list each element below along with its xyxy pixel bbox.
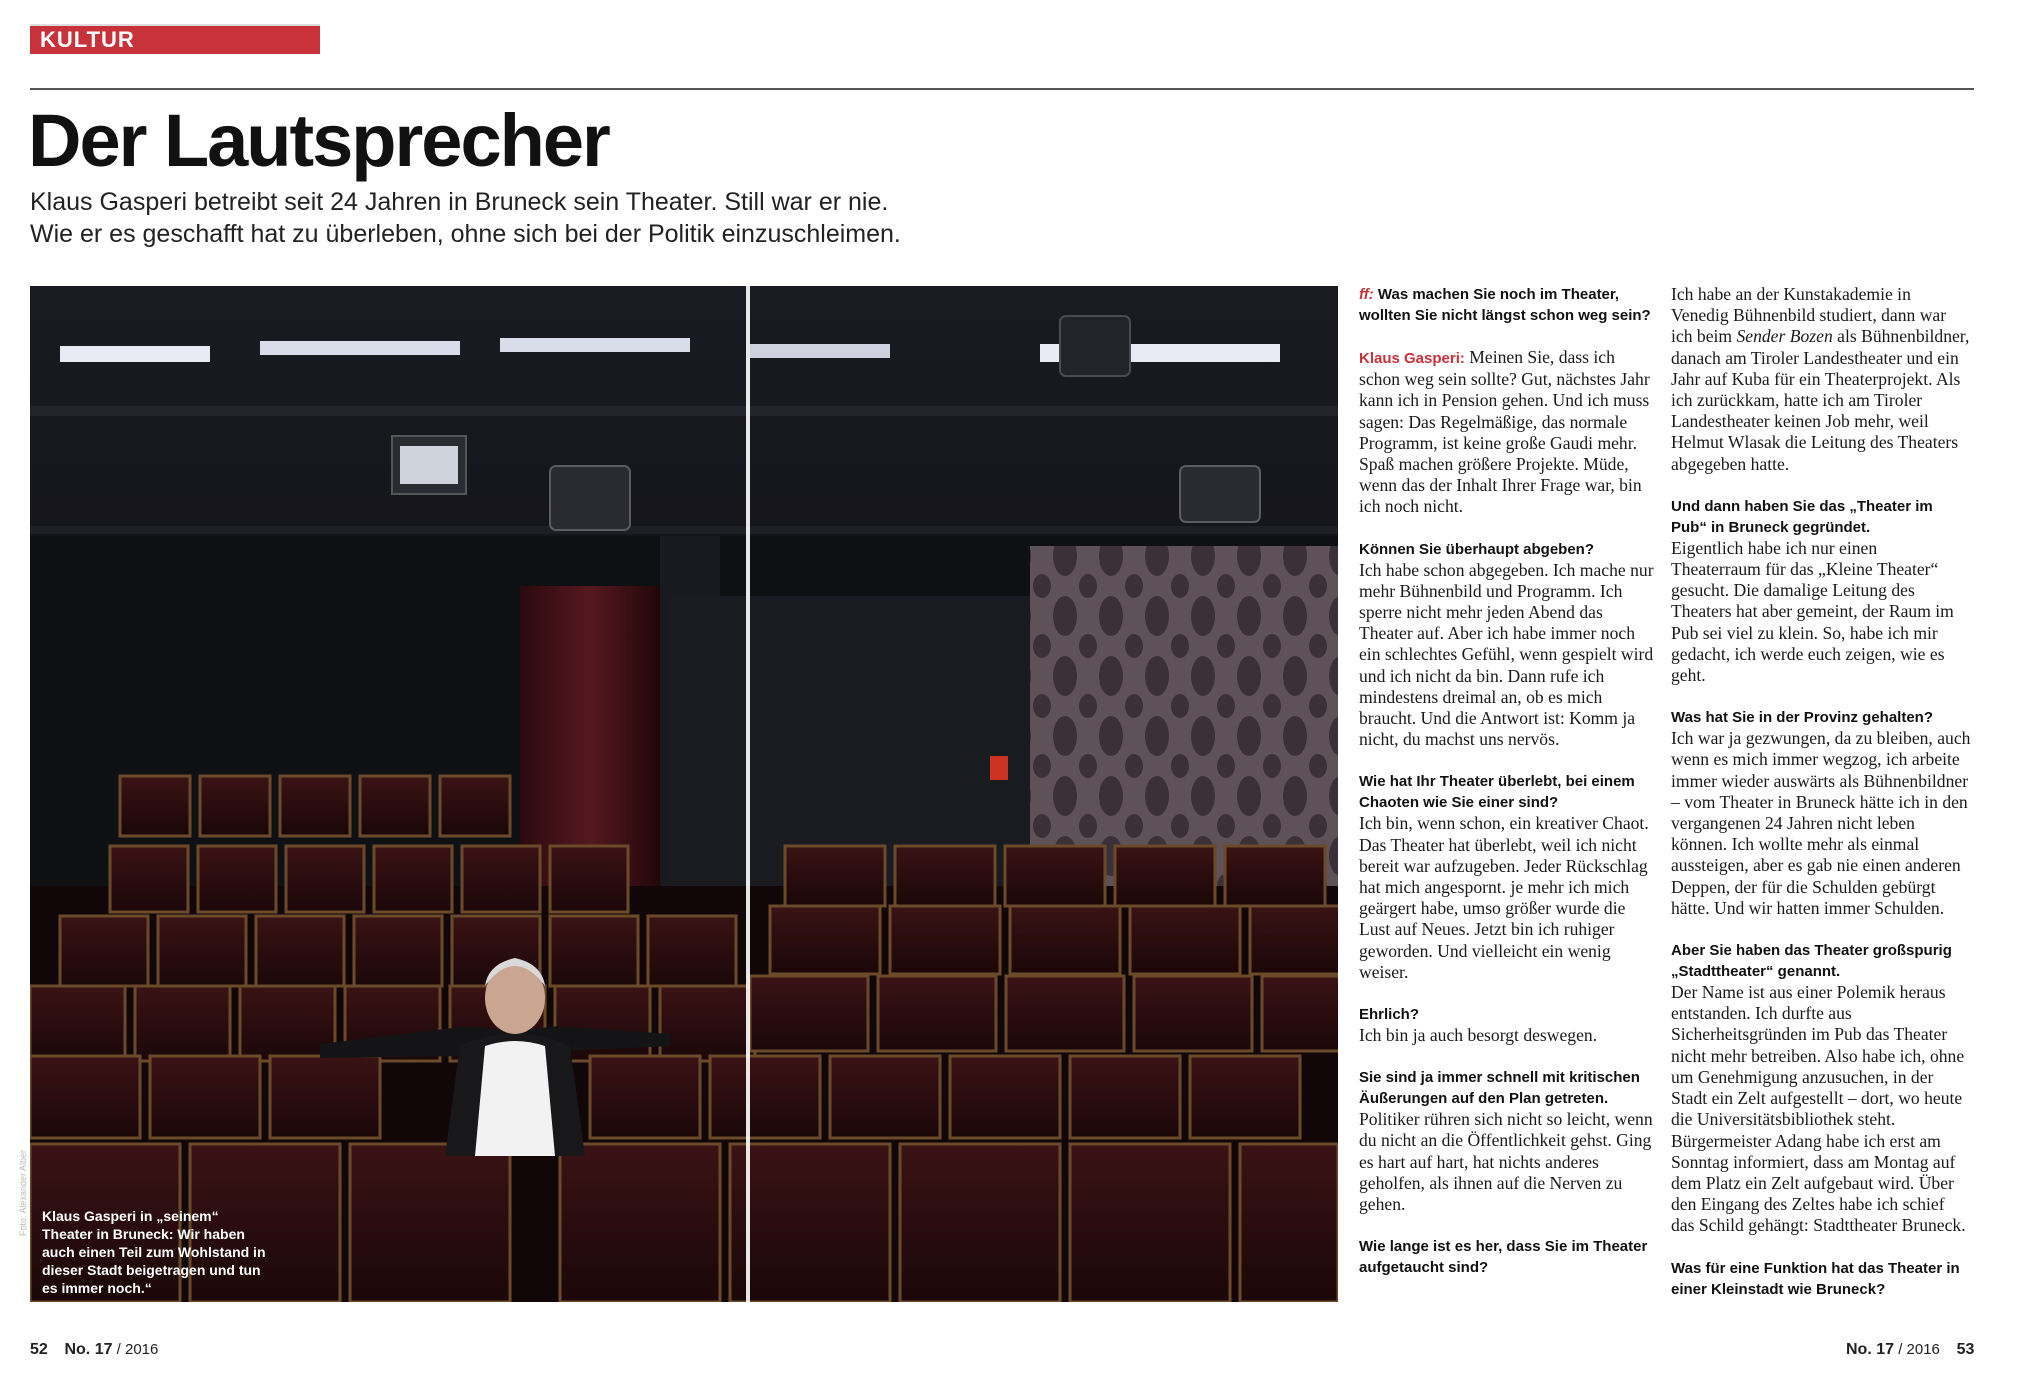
answer-7: Eigentlich habe ich nur einen Theaterraum für das „Kleine Theater“ gesucht. Die damalige Leitung des Theaters hat aber gemeint, der Raum im Pub sei viel zu klein. So, habe ich mir gedacht, ich werde euch zeigen, wie es geht.	[1671, 537, 1954, 686]
question-5: Sie sind ja immer schnell mit kritischen Äußerungen auf den Plan getreten.	[1359, 1069, 1640, 1108]
photo-credit: Foto: Alexander Alber	[18, 1149, 28, 1236]
issue-year-right: / 2016	[1898, 1341, 1940, 1358]
lead-line-1: Klaus Gasperi betreibt seit 24 Jahren in Bruneck sein Theater. Still war er nie.	[30, 188, 889, 216]
issue-year-left: / 2016	[116, 1341, 159, 1358]
answer-1	[1359, 347, 1659, 518]
question-4: Ehrlich?	[1359, 1006, 1420, 1024]
answer-6	[1671, 284, 1971, 475]
lead-line-2: Wie er es geschafft hat zu überleben, ohne sich bei der Politik einzuschleimen.	[30, 220, 901, 248]
question-6: Wie lange ist es her, dass Sie im Theater aufgetaucht sind?	[1359, 1238, 1648, 1277]
answer-2: Ich habe schon abgegeben. Ich mache nur mehr Bühnenbild und Programm. Ich sperre nicht mehr jeden Abend das Theater auf. Aber ich habe immer noch ein schlechtes Gefühl, wenn gespielt wird und ich nicht da bin. Dann rufe ich mindestens dreimal an, ob es mich braucht. Und die Antwort ist: Komm ja nicht, du machst uns nervös.	[1359, 559, 1654, 750]
article-lead	[30, 186, 901, 250]
question-2: Können Sie überhaupt abgeben?	[1359, 540, 1595, 558]
answer-6-part-1: Ich habe an der Kunstakademie in Venedig Bühnenbild studiert, dann war ich beim	[1671, 284, 1947, 347]
theater-illustration	[30, 286, 1338, 1302]
ff-prefix: ff:	[1359, 286, 1374, 303]
question-1-text: Was machen Sie noch im Theater, wollten Sie nicht längst schon weg sein?	[1359, 286, 1651, 324]
footer-left	[30, 1341, 158, 1359]
page-number-right: 53	[1956, 1341, 1975, 1358]
question-10: Was für eine Funktion hat das Theater in einer Kleinstadt wie Bruneck?	[1671, 1259, 1960, 1298]
section-tag	[30, 24, 320, 54]
answer-9: Der Name ist aus einer Polemik heraus entstanden. Ich durfte aus Sicherheitsgründen im Pub das Theater nicht mehr betreiben. Also habe ich, ohne um Genehmigung anzusuchen, in der Stadt ein Zelt aufgestellt – dort, wo heute die Universitätsbibliothek steht. Bürgermeister Adang habe ich erst am Sonntag informiert, dass am Montag auf dem Platz ein Zelt aufgebaut wird. Über den Eingang des Zeltes habe ich schief das Schild gehängt: Stadttheater Bruneck.	[1671, 982, 1966, 1236]
article-photo	[30, 286, 1338, 1302]
question-8: Was hat Sie in der Provinz gehalten?	[1671, 709, 1933, 727]
photo-caption: Klaus Gasperi in „seinem“ Theater in Bruneck: Wir haben auch einen Teil zum Wohlstand in dieser Stadt beigetragen und tun es immer noch.“	[42, 1208, 266, 1296]
issue-number-left: No. 17	[64, 1341, 113, 1358]
issue-number-right: No. 17	[1846, 1341, 1895, 1358]
text-column-1	[1359, 284, 1659, 1278]
question-7: Und dann haben Sie das „Theater im Pub“ in Bruneck gegründet.	[1671, 497, 1933, 536]
answer-6-italic: Sender Bozen	[1736, 326, 1833, 347]
question-3: Wie hat Ihr Theater überlebt, bei einem Chaoten wie Sie einer sind?	[1359, 773, 1635, 812]
footer-right	[1846, 1341, 1974, 1359]
section-label: KULTUR	[40, 27, 135, 52]
page-number-left: 52	[30, 1341, 48, 1358]
header-rule	[30, 88, 1974, 90]
answer-4: Ich bin ja auch besorgt deswegen.	[1359, 1025, 1598, 1046]
speaker-name: Klaus Gasperi:	[1359, 350, 1465, 367]
question-9: Aber Sie haben das Theater großspurig „Stadttheater“ genannt.	[1671, 942, 1952, 981]
answer-8: Ich war ja gezwungen, da zu bleiben, auch wenn es mich immer wegzog, ich arbeite immer wieder auswärts als Bühnenbildner – vom Theater in Bruneck hätte ich in den vergangenen 24 Jahren nicht leben können. Ich wollte mehr als einmal aussteigen, aber es gab nie einen anderen Deppen, der für die Schulden gebürgt hätte. Und wir hatten immer Schulden.	[1671, 728, 1971, 918]
question-1	[1359, 284, 1659, 326]
text-column-2	[1671, 284, 1971, 1300]
answer-5: Politiker rühren sich nicht so leicht, wenn du nicht an die Öffentlichkeit gehst. Ging es hart auf hart, hat nichts anderes geholfen, als ihnen auf die Nerven zu gehen.	[1359, 1109, 1653, 1215]
answer-6-part-2: als Bühnenbildner, danach am Tiroler Landestheater und ein Jahr auf Kuba für ein Theaterprojekt. Als ich zurückkam, hatte ich am Tiroler Landestheater keinen Job mehr, weil Helmut Wlasak die Leitung des Theaters abgegeben hatte.	[1671, 326, 1970, 474]
answer-3: Ich bin, wenn schon, ein kreativer Chaot. Das Theater hat überlebt, weil ich nicht bereit war aufzugeben. Jeder Rückschlag hat mich angespornt. je mehr ich mich geärgert habe, umso größer wurde die Lust auf Neues. Jetzt bin ich ruhiger geworden. Und vielleicht ein wenig weiser.	[1359, 813, 1649, 982]
article-title: Der Lautsprecher	[28, 99, 609, 182]
answer-1-text: Meinen Sie, dass ich schon weg sein sollte? Gut, nächstes Jahr kann ich in Pension gehen. Und ich muss sagen: Das Regelmäßige, das normale Programm, ist keine große Gaudi mehr. Spaß machen größere Projekte. Müde, wenn das der Inhalt Ihrer Frage war, bin ich noch nicht.	[1359, 347, 1650, 517]
